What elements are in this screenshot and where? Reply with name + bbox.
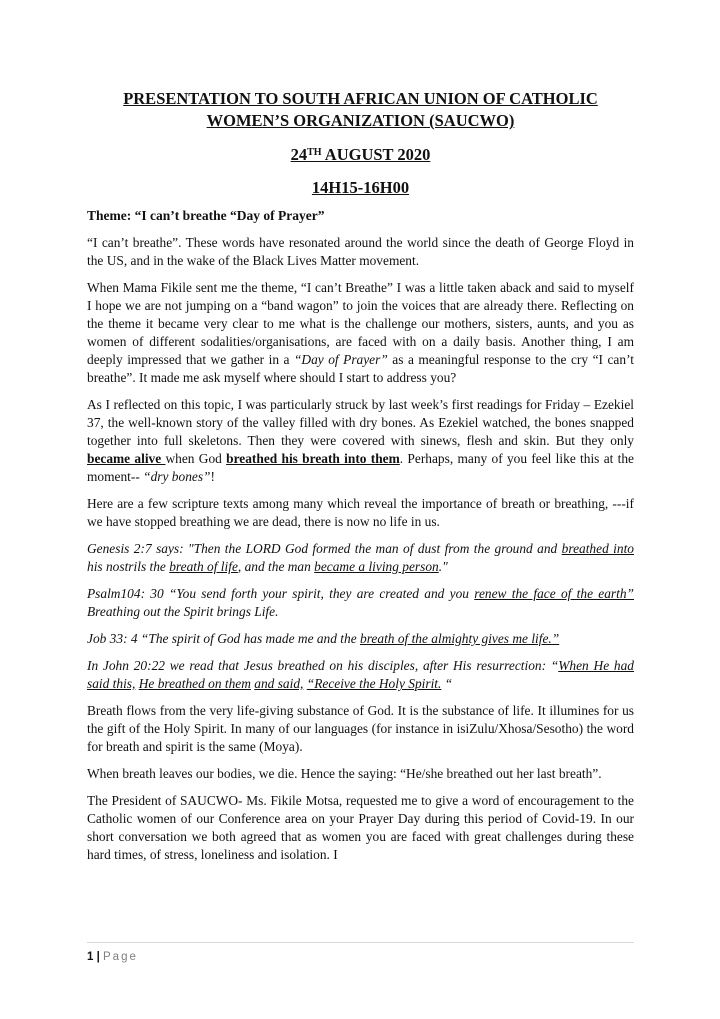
s4-text-a: In John 20:22 we read that Jesus breathed on his disciples, after His resurrection: “ <box>87 658 559 673</box>
scripture-psalm <box>87 585 634 621</box>
p3-text-c: when God <box>165 451 227 466</box>
s1-text-g: ." <box>438 559 448 574</box>
s4-text-i: “ <box>441 676 453 691</box>
p3-text-a: As I reflected on this topic, I was particularly struck by last week’s first readings for Friday – Ezekiel 37, the well-known story of the valley filled with dry bones. As Ezekiel watched, the bones snapped together into full skeletons. Then they were covered with sinews, flesh and skin. But they only <box>87 397 634 448</box>
scripture-john <box>87 657 634 693</box>
date-rest: AUGUST 2020 <box>321 145 431 164</box>
s4-and-said: and said, <box>254 676 304 691</box>
s1-text-a: Genesis 2:7 says: "Then the LORD God formed the man of dust from the ground and <box>87 541 562 556</box>
scripture-job <box>87 630 634 648</box>
page-footer <box>87 942 634 964</box>
s1-text-e: , and the man <box>237 559 315 574</box>
paragraph-3 <box>87 396 634 486</box>
document-date <box>87 144 634 166</box>
s1-breathed-into: breathed into <box>561 541 634 556</box>
document-page <box>87 88 634 864</box>
s1-text-c: his nostrils the <box>87 559 170 574</box>
p2-emphasis: “Day of Prayer” <box>293 352 388 367</box>
s2-text-c: Breathing out the Spirit brings Life. <box>87 604 279 619</box>
p3-became-alive: became alive <box>87 451 166 466</box>
footer-separator: | <box>93 951 104 963</box>
paragraph-4: Here are a few scripture texts among many which reveal the importance of breath or breathing, ---if we have stopped breathing we are dead, there is now no life in us. <box>87 496 634 529</box>
paragraph-2 <box>87 279 634 387</box>
scripture-genesis <box>87 540 634 576</box>
s4-receive-holy-spirit: “Receive the Holy Spirit. <box>306 676 442 691</box>
p2-text-c: as a meaningful response to the cry “I can’t breathe”. It made me ask myself where should I start to address you? <box>87 352 635 385</box>
paragraph-1: “I can’t breathe”. These words have resonated around the world since the death of George Floyd in the US, and in the wake of the Black Lives Matter movement. <box>87 235 634 268</box>
s1-living-person: became a living person <box>314 559 439 574</box>
s1-breath-of-life: breath of life <box>169 559 238 574</box>
p2-text-a: When Mama Fikile sent me the theme, “I can’t Breathe” I was a little taken aback and said to myself I hope we are not jumping on a “band wagon” to join the voices that are already there. Reflecting on the theme it became very clear to me what is the challenge our mothers, sisters, aunts, and you as women of different sodalities/organisations, are faced with on a daily basis. Another thing, I am deeply impressed that we gather in a <box>87 280 634 367</box>
date-suffix: TH <box>307 147 322 158</box>
page-number: 1 <box>87 951 94 963</box>
paragraph-7: The President of SAUCWO- Ms. Fikile Motsa, requested me to give a word of encouragement to the Catholic women of our Conference area on your Prayer Day during this period of Covid-19. In our short conversation we both agreed that as women you are faced with great challenges during these hard times, of stress, loneliness and isolation. I <box>87 793 634 862</box>
p3-text-e: . Perhaps, many of you feel like this at the moment-- <box>87 451 635 484</box>
document-time: 14H15-16H00 <box>311 178 410 197</box>
s4-when-he-said: When He had said this, <box>87 658 634 691</box>
s4-breathed-on-them: He breathed on them <box>138 676 251 691</box>
s2-renew-face: renew the face of the earth” <box>474 586 634 601</box>
date-day: 24 <box>290 145 308 164</box>
p3-breathed-his-breath: breathed his breath into them <box>226 451 400 466</box>
p3-text-g: ! <box>210 469 215 484</box>
s3-text-a: Job 33: 4 “The spirit of God has made me and the <box>87 631 361 646</box>
page-label: Page <box>103 951 138 963</box>
p3-dry-bones: “dry bones” <box>143 469 211 484</box>
paragraph-6: When breath leaves our bodies, we die. Hence the saying: “He/she breathed out her last breath”. <box>87 766 602 781</box>
s3-breath-almighty: breath of the almighty gives me life.” <box>360 631 560 646</box>
s2-text-a: Psalm104: 30 “You send forth your spirit, they are created and you <box>87 586 475 601</box>
paragraph-5: Breath flows from the very life-giving substance of God. It is the substance of life. It illumines for us the gift of the Holy Spirit. In many of our languages (for instance in isiZulu/Xhosa/Sesotho) the word for breath and spirit is the same (Moya). <box>87 703 634 754</box>
theme-line: Theme: “I can’t breathe “Day of Prayer” <box>87 208 325 223</box>
document-title: PRESENTATION TO SOUTH AFRICAN UNION OF CATHOLIC WOMEN’S ORGANIZATION (SAUCWO) <box>123 89 598 130</box>
